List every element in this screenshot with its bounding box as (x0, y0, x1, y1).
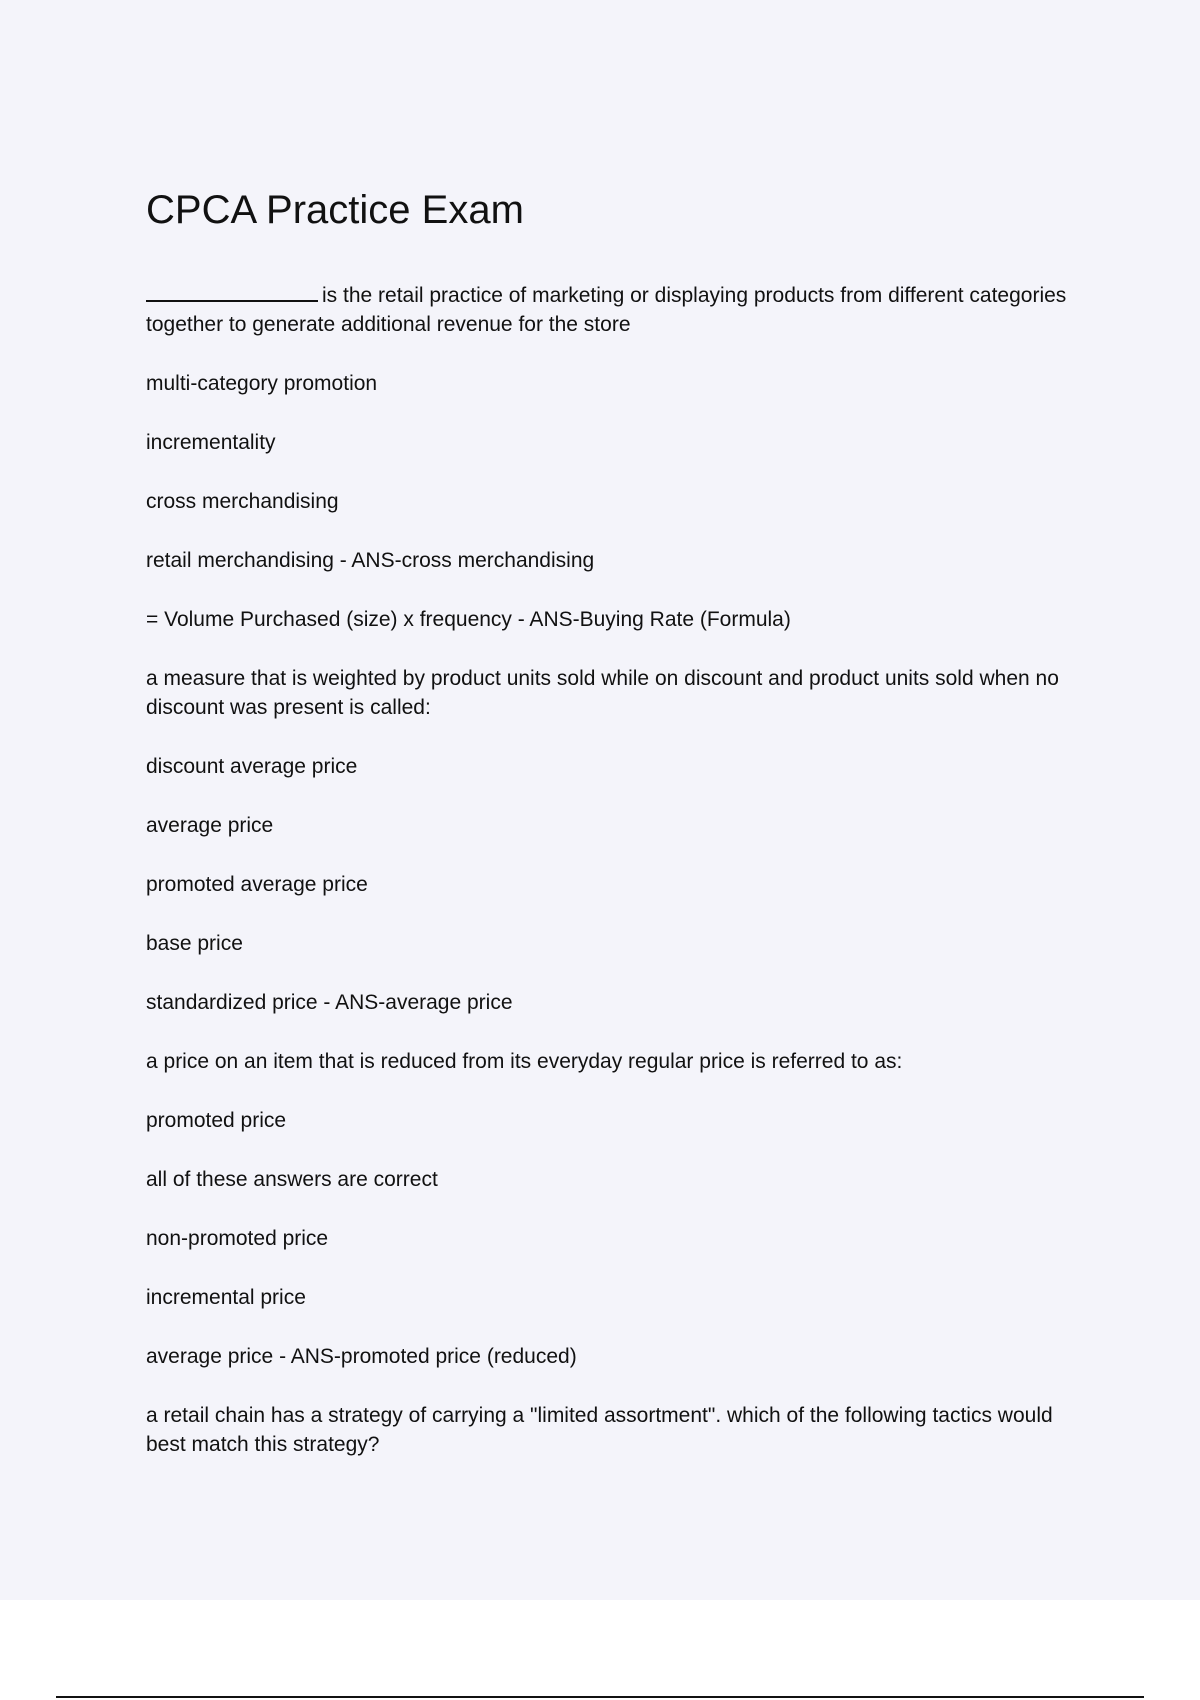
document-title: CPCA Practice Exam (146, 188, 524, 232)
line-9: promoted average price (146, 873, 368, 896)
line-13: promoted price (146, 1109, 287, 1132)
line-14: all of these answers are correct (146, 1168, 438, 1191)
line-5: = Volume Purchased (size) x frequency - ANS-Buying Rate (Formula) (146, 608, 791, 631)
line-10: base price (146, 932, 243, 955)
footer-divider (56, 1696, 1144, 1698)
line-17: average price - ANS-promoted price (reduced) (146, 1345, 577, 1368)
line-12: a price on an item that is reduced from its everyday regular price is referred to as: (146, 1050, 903, 1073)
line-16: incremental price (146, 1286, 306, 1309)
line-6: a measure that is weighted by product units sold while on discount and product units sold when no discount was present is called: (146, 667, 1059, 719)
line-18: a retail chain has a strategy of carrying a "limited assortment". which of the following tactics would best match this strategy? (146, 1404, 1053, 1456)
line-8: average price (146, 814, 274, 837)
fill-in-blank (146, 280, 318, 302)
line-7: discount average price (146, 755, 358, 778)
line-2: incrementality (146, 431, 276, 454)
line-11: standardized price - ANS-average price (146, 991, 513, 1014)
line-1: multi-category promotion (146, 372, 378, 395)
document-content (146, 186, 1086, 1489)
line-4: retail merchandising - ANS-cross merchandising (146, 549, 595, 572)
line-3: cross merchandising (146, 490, 339, 513)
question-text: is the retail practice of marketing or displaying products from different categories together to generate additional revenue for the store (146, 284, 1067, 336)
question-with-blank (146, 280, 1086, 339)
line-15: non-promoted price (146, 1227, 329, 1250)
